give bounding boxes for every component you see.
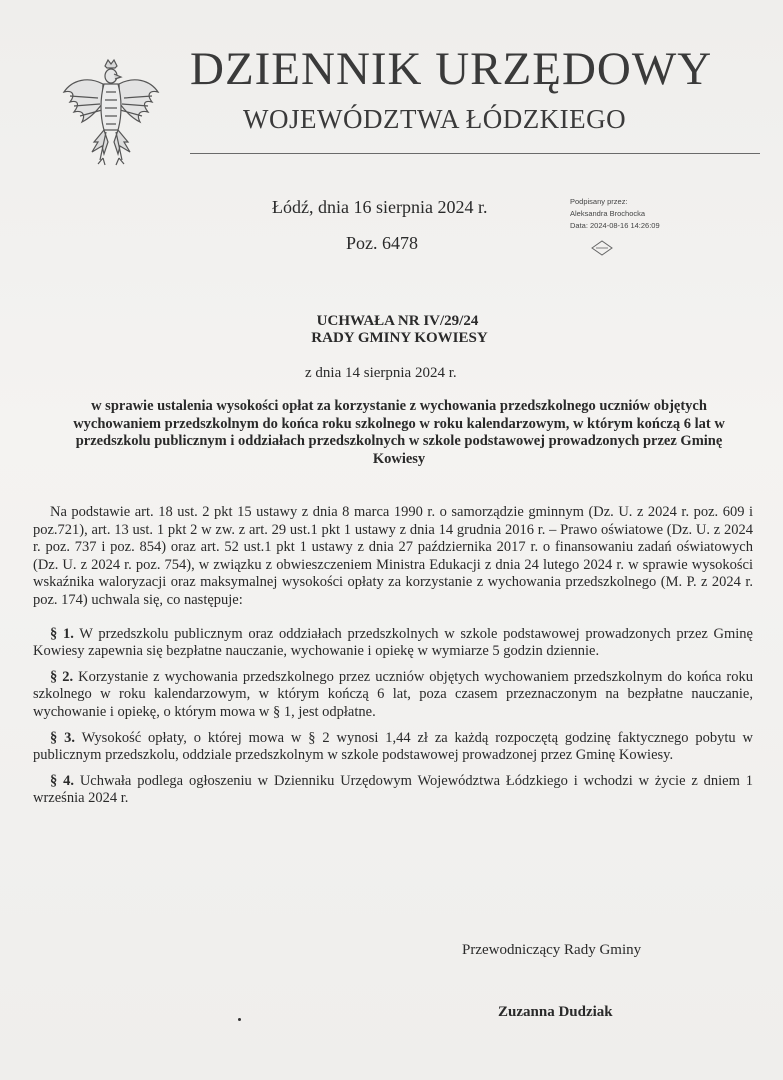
- resolution-council: RADY GMINY KOWIESY: [311, 330, 488, 346]
- resolution-body: [33, 504, 753, 808]
- signature-label: Podpisany przez:: [570, 197, 628, 206]
- section-label: § 1.: [50, 625, 74, 642]
- section-3: [33, 730, 753, 765]
- journal-subtitle: WOJEWÓDZTWA ŁÓDZKIEGO: [243, 104, 627, 134]
- electronic-signature: [570, 196, 660, 232]
- legal-basis-paragraph: Na podstawie art. 18 ust. 2 pkt 15 ustawy z dnia 8 marca 1990 r. o samorządzie gminnym (Dz. U. z 2024 r. poz. 609 i poz.721), art. 13 ust. 1 pkt 2 w zw. z art. 29 ust.1 pkt 1 ustawy z dnia 14 grudnia 2016 r. – Prawo oświatowe (Dz. U. z 2024 r. poz. 737 i poz. 854) oraz art. 52 ust.1 pkt 1 ustawy z dnia 27 października 2017 r. o finansowaniu zadań oświatowych (Dz. U. z 2024 r. poz. 754), w związku z obwieszczeniem Ministra Edukacji z dnia 24 lutego 2024 r. w sprawie wysokości wskaźnika waloryzacji oraz maksymalnej wysokości opłaty za korzystanie z wychowania przedszkolnego (M. P. z 2024 r. poz. 174) uchwala się, co następuje:: [33, 504, 753, 608]
- section-text: Korzystanie z wychowania przedszkolnego przez uczniów objętych wychowaniem przedszkolnym do końca roku szkolnego w roku kalendarzowym, w którym kończą 6 lat, poza czasem przeznaczonym na bezpłatne nauczanie, wychowanie i opiekę, o którym mowa w § 1, jest odpłatne.: [33, 668, 754, 720]
- section-label: § 2.: [50, 668, 74, 685]
- resolution-date: z dnia 14 sierpnia 2024 r.: [305, 365, 457, 381]
- section-text: Wysokość opłaty, o której mowa w § 2 wynosi 1,44 zł za każdą rozpoczętą godzinę faktycznego pobytu w publicznym przedszkolu, oddziale przedszkolnym w szkole podstawowej prowadzonej przez Gminę Kowiesy.: [33, 729, 753, 764]
- publication-place-date: Łódź, dnia 16 sierpnia 2024 r.: [272, 197, 488, 217]
- section-4: [33, 773, 753, 808]
- section-text: W przedszkolu publicznym oraz oddziałach przedszkolnych w szkole podstawowej prowadzonych przez Gminę Kowiesy zapewnia się bezpłatne nauczanie, wychowanie i opiekę w wymiarze 5 godzin dziennie.: [33, 625, 753, 660]
- chair-name: Zuzanna Dudziak: [498, 1004, 613, 1020]
- signature-signer: Aleksandra Brochocka: [570, 209, 646, 218]
- resolution-number: UCHWAŁA NR IV/29/24: [316, 313, 479, 329]
- chair-title: Przewodniczący Rady Gminy: [462, 942, 642, 958]
- section-1: [33, 626, 753, 661]
- signature-seal-icon: [589, 238, 615, 258]
- paper-speck: [238, 1018, 241, 1021]
- header-divider: [190, 153, 760, 154]
- section-2: [33, 669, 753, 722]
- position-number: Poz. 6478: [346, 233, 418, 253]
- section-label: § 4.: [50, 772, 74, 789]
- section-text: Uchwała podlega ogłoszeniu w Dzienniku Urzędowym Województwa Łódzkiego i wchodzi w życie z dniem 1 września 2024 r.: [33, 772, 754, 807]
- resolution-subject: w sprawie ustalenia wysokości opłat za korzystanie z wychowania przedszkolnego uczniów objętych wychowaniem przedszkolnym do końca roku szkolnego w roku kalendarzowym, w którym kończą 6 lat w przedszkolu publicznym i oddziałach przedszkolnych w szkole podstawowej prowadzonych przez Gminę Kowiesy: [73, 398, 725, 467]
- white-eagle-emblem-icon: [58, 58, 164, 168]
- section-label: § 3.: [50, 729, 75, 746]
- signature-date: Data: 2024-08-16 14:26:09: [570, 221, 660, 230]
- journal-title: DZIENNIK URZĘDOWY: [190, 43, 713, 95]
